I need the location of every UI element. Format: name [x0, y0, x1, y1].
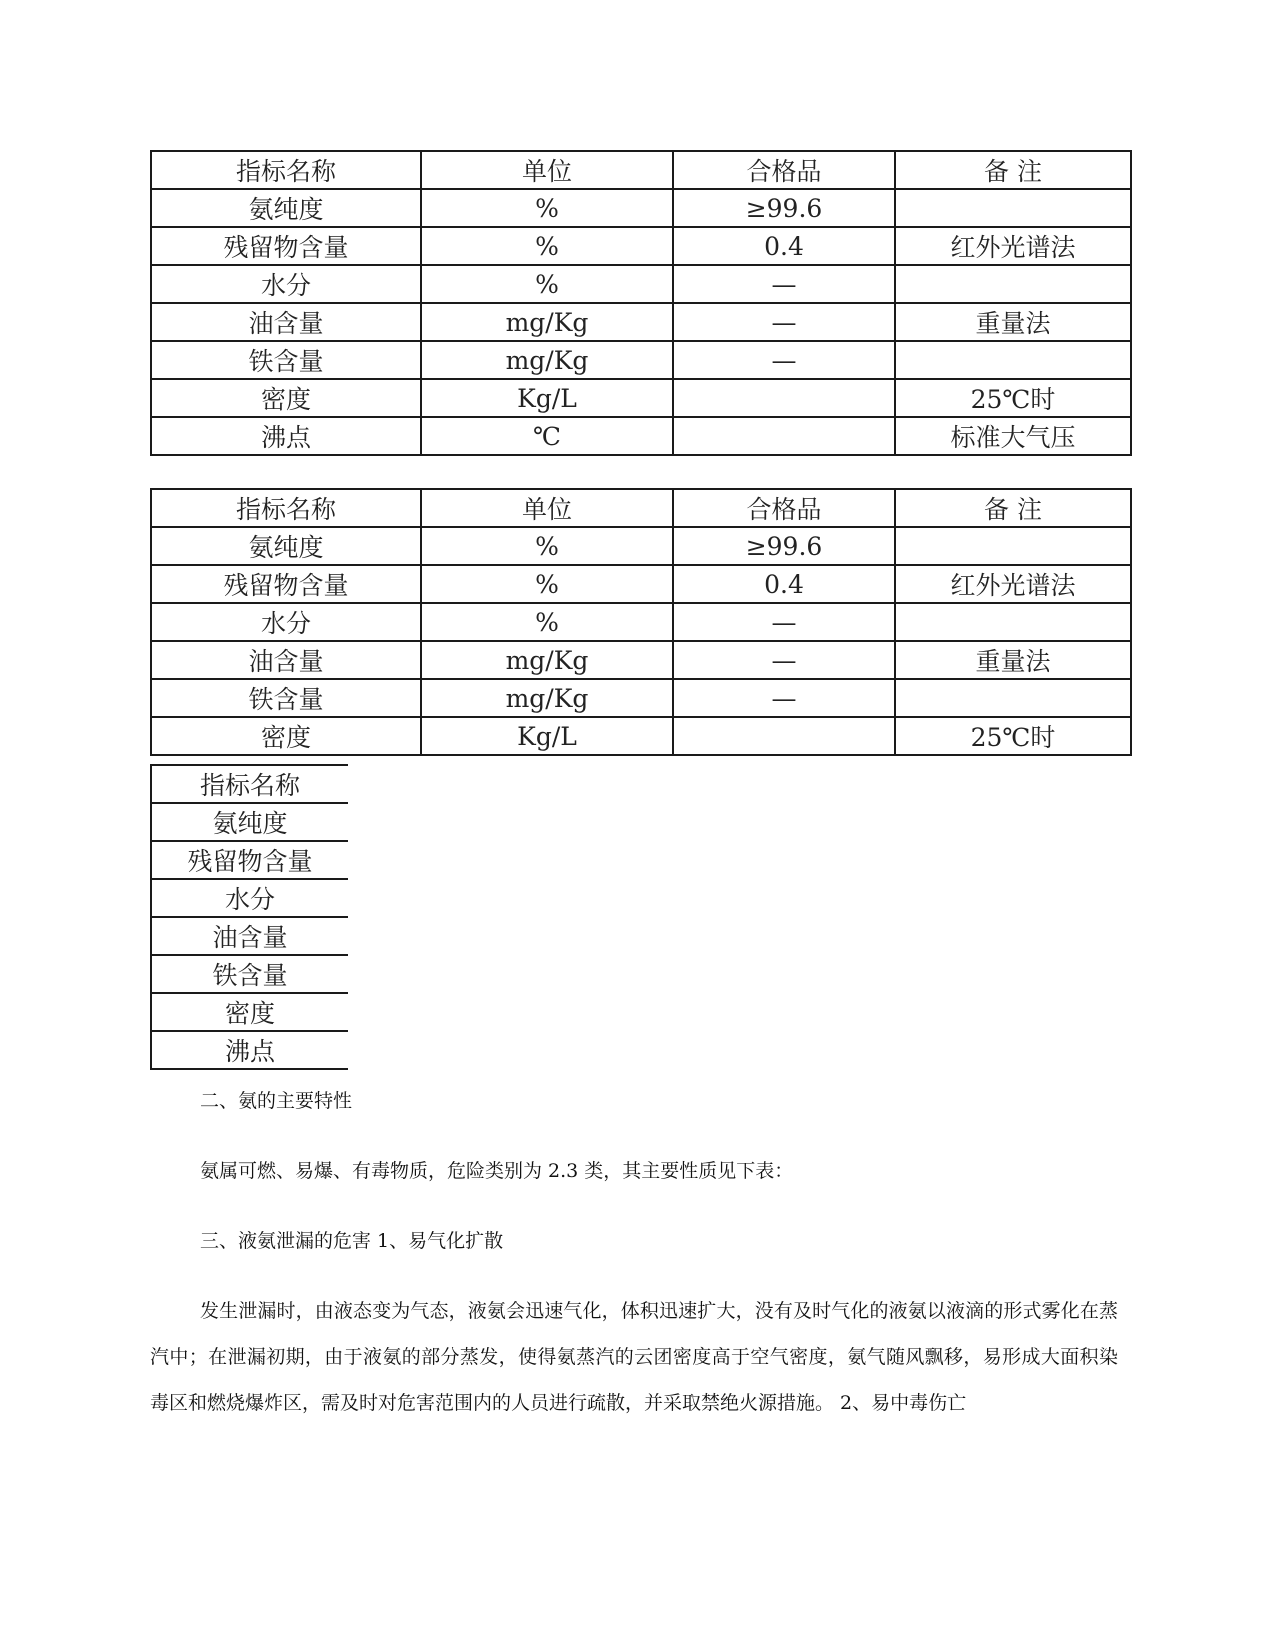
- table-cell: [895, 527, 1131, 565]
- table-cell: 沸点: [151, 1031, 348, 1069]
- table-cell: [673, 379, 895, 417]
- table-row: [151, 527, 1131, 565]
- table-row: [151, 679, 1131, 717]
- table-row: [151, 641, 1131, 679]
- table-cell: 氨纯度: [151, 527, 421, 565]
- table-row: [151, 565, 1131, 603]
- table-row: [151, 955, 348, 993]
- table-cell: 沸点: [151, 417, 421, 455]
- table-cell: 25℃时: [895, 379, 1131, 417]
- table-cell: 水分: [151, 879, 348, 917]
- table-cell: 油含量: [151, 303, 421, 341]
- table-row: [151, 603, 1131, 641]
- table-cell: 水分: [151, 603, 421, 641]
- table-cell: mg/Kg: [421, 641, 673, 679]
- table-cell: %: [421, 265, 673, 303]
- table-cell: 残留物含量: [151, 841, 348, 879]
- table-cell: —: [673, 303, 895, 341]
- table-cell: 重量法: [895, 303, 1131, 341]
- table-cell: mg/Kg: [421, 679, 673, 717]
- table-row: [151, 189, 1131, 227]
- table-cell: mg/Kg: [421, 303, 673, 341]
- table-cell: ℃: [421, 417, 673, 455]
- table-row: [151, 303, 1131, 341]
- table-row: [151, 341, 1131, 379]
- table-cell: mg/Kg: [421, 341, 673, 379]
- table-cell: 铁含量: [151, 679, 421, 717]
- table-cell: Kg/L: [421, 379, 673, 417]
- table-cell: 铁含量: [151, 341, 421, 379]
- table-cell: 25℃时: [895, 717, 1131, 755]
- table-cell: %: [421, 603, 673, 641]
- body-paragraph: 发生泄漏时，由液态变为气态，液氨会迅速气化，体积迅速扩大，没有及时气化的液氨以液滴的形式雾化在蒸汽中；在泄漏初期，由于液氨的部分蒸发，使得氨蒸汽的云团密度高于空气密度，氨气随风飘移，易形成大面积染毒区和燃烧爆炸区，需及时对危害范围内的人员进行疏散，并采取禁绝火源措施。 2、易中毒伤亡: [150, 1300, 1118, 1414]
- table-cell: —: [673, 679, 895, 717]
- table-cell: 密度: [151, 717, 421, 755]
- table-cell: 0.4: [673, 227, 895, 265]
- header-cell: 合格品: [673, 489, 895, 527]
- header-cell: 合格品: [673, 151, 895, 189]
- intro-paragraph: 氨属可燃、易爆、有毒物质，危险类别为 2.3 类，其主要性质见下表：: [200, 1160, 794, 1182]
- header-cell: 指标名称: [151, 151, 421, 189]
- table-cell: 0.4: [673, 565, 895, 603]
- table-row: [151, 1031, 348, 1069]
- header-cell: 备 注: [895, 151, 1131, 189]
- table-cell: 油含量: [151, 917, 348, 955]
- table-cell: 重量法: [895, 641, 1131, 679]
- table-cell: Kg/L: [421, 717, 673, 755]
- table-cell: [673, 417, 895, 455]
- table-row: [151, 879, 348, 917]
- table-cell: ≥99.6: [673, 527, 895, 565]
- table-cell: 残留物含量: [151, 227, 421, 265]
- table-row: [151, 265, 1131, 303]
- table-cell: —: [673, 603, 895, 641]
- table-cell: 残留物含量: [151, 565, 421, 603]
- header-cell: 单位: [421, 489, 673, 527]
- table-cell: [895, 341, 1131, 379]
- cropped-table-fragment: [148, 762, 350, 1066]
- table-cell: 标准大气压: [895, 417, 1131, 455]
- specification-table-1: [150, 150, 1132, 456]
- section-heading-2: 二、氨的主要特性: [200, 1090, 353, 1112]
- table-cell: %: [421, 227, 673, 265]
- table-cell: 指标名称: [151, 765, 348, 803]
- header-cell: 指标名称: [151, 489, 421, 527]
- table-row: [151, 841, 348, 879]
- table-cell: 水分: [151, 265, 421, 303]
- table-cell: [673, 717, 895, 755]
- table-cell: 红外光谱法: [895, 565, 1131, 603]
- table-cell: 铁含量: [151, 955, 348, 993]
- table-cell: [895, 265, 1131, 303]
- table-row: [151, 417, 1131, 455]
- table-header-row: [151, 151, 1131, 189]
- section-heading-3: 三、液氨泄漏的危害 1、易气化扩散: [200, 1230, 504, 1252]
- table-row: [151, 993, 348, 1031]
- table-cell: %: [421, 189, 673, 227]
- table-cell: 氨纯度: [151, 189, 421, 227]
- specification-table-2: [150, 488, 1132, 756]
- table-row: [151, 765, 348, 803]
- table-cell: —: [673, 341, 895, 379]
- table-cell: 油含量: [151, 641, 421, 679]
- table-cell: [895, 679, 1131, 717]
- table-row: [151, 803, 348, 841]
- table-row: [151, 917, 348, 955]
- table-cell: [895, 603, 1131, 641]
- table-cell: %: [421, 527, 673, 565]
- header-cell: 单位: [421, 151, 673, 189]
- table-cell: 密度: [151, 379, 421, 417]
- table-row: [151, 379, 1131, 417]
- table-cell: —: [673, 265, 895, 303]
- specification-table-3: [150, 764, 348, 1070]
- table-row: [151, 227, 1131, 265]
- table-header-row: [151, 489, 1131, 527]
- table-cell: ≥99.6: [673, 189, 895, 227]
- table-cell: 密度: [151, 993, 348, 1031]
- table-row: [151, 717, 1131, 755]
- table-cell: 氨纯度: [151, 803, 348, 841]
- header-cell: 备 注: [895, 489, 1131, 527]
- table-cell: —: [673, 641, 895, 679]
- table-cell: %: [421, 565, 673, 603]
- table-cell: 红外光谱法: [895, 227, 1131, 265]
- table-cell: [895, 189, 1131, 227]
